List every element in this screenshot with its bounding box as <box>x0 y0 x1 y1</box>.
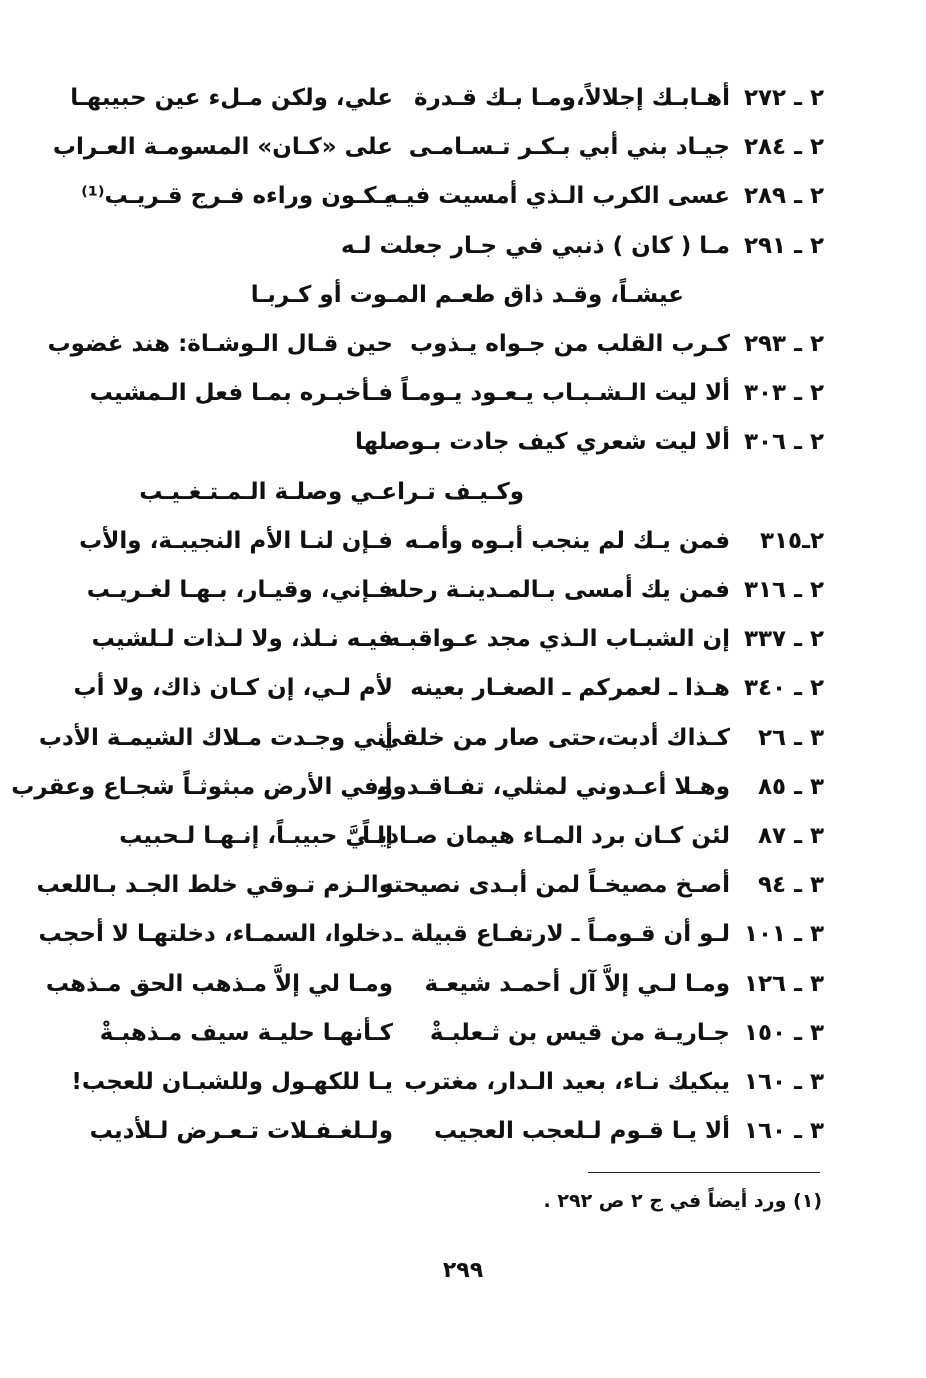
verse-reference-number: ٣ ـ ١٢٦ <box>743 971 824 997</box>
verse-row <box>68 521 824 561</box>
verse-second-hemistich: ولـلغـفـلات تـعـرض لـلأديب <box>89 1118 393 1144</box>
verse-first-hemistich: يبكيك نـاء، بعيد الـدار، مغترب <box>404 1069 730 1095</box>
verse-second-hemistich: ومـا لي إلاَّ مـذهب الحق مـذهب <box>45 971 393 997</box>
verse-reference-number: ٢ ـ ٢٧٢ <box>743 85 824 111</box>
verse-second-hemistich: لأم لـي، إن كـان ذاك، ولا أب <box>73 675 393 701</box>
verse-second-hemistich: إلـيَّ حبيبـاً، إنـهـا لـحبيب <box>119 823 393 849</box>
verse-first-hemistich: ألا يـا قـوم لـلعجب العجيب <box>434 1118 730 1144</box>
verse-reference-number: ٣ ـ ٨٧ <box>757 823 824 849</box>
verse-reference-number: ٢ ـ ٢٩١ <box>743 233 824 259</box>
verse-second-hemistich: فيـه نـلذ، ولا لـذات لـلشيب <box>91 626 393 652</box>
verse-continuation-line <box>68 275 824 315</box>
verse-second-hemistich: حين قـال الـوشـاة: هند غضوب <box>47 331 393 357</box>
verse-row <box>38 914 824 954</box>
verse-second-hemistich: على «كـان» المسومـة العـراب <box>52 134 393 160</box>
verse-first-hemistich: ألا ليت الـشـبـاب يـعـود يـومـاً <box>400 380 730 406</box>
verse-second-hemistich: كـأنهـا حليـة سيف مـذهبـةْ <box>99 1020 393 1046</box>
verse-row <box>52 127 824 167</box>
verse-row <box>68 570 824 610</box>
verse-reference-number: ٢ـ٣١٥ <box>759 528 824 554</box>
verse-first-line: ألا ليت شعري كيف جادت بـوصلها <box>354 429 730 455</box>
verse-reference-number: ٢ ـ ٣٤٠ <box>743 675 824 701</box>
verse-row <box>11 767 824 807</box>
verse-second-hemistich: علي، ولكن مـلء عين حبيبهـا <box>70 85 393 111</box>
verse-second-hemistich: أني وجـدت مـلاك الشيمـة الأدب <box>38 725 393 751</box>
verse-second-hemistich: فـأخبـره بمـا فعل الـمشيب <box>89 380 393 406</box>
verse-first-line: مـا ( كان ) ذنبي في جـار جعلت لـه <box>341 233 730 259</box>
verse-reference-number: ٣ ـ ٨٥ <box>757 774 824 800</box>
verse-reference-number: ٣ ـ ٩٤ <box>757 872 824 898</box>
verse-reference-number: ٣ ـ ٢٦ <box>757 725 824 751</box>
verse-row <box>45 964 824 1004</box>
verse-first-hemistich: فمن يـك لم ينجب أبـوه وأمـه <box>404 528 730 554</box>
verse-second-line: وكـيـف تـراعـي وصلـة الـمـتـغـيـب <box>139 479 524 505</box>
verse-reference-number: ٢ ـ ٣٠٦ <box>743 429 824 455</box>
verse-reference-number: ٢ ـ ٢٩٣ <box>743 331 824 357</box>
verse-first-hemistich: إن الشبـاب الـذي مجد عـواقبـه <box>386 626 730 652</box>
verse-row <box>68 1013 824 1053</box>
verse-first-hemistich: جـاريـة من قيس بن ثـعلبـةْ <box>429 1020 730 1046</box>
verse-first-hemistich: لئن كـان برد المـاء هيمان صـاديـاً <box>362 823 730 849</box>
verse-second-hemistich: يـا للكهـول وللشبـان للعجب! <box>71 1069 393 1095</box>
verse-first-hemistich: فمن يك أمسى بـالمـدينـة رحله <box>384 577 730 603</box>
verse-first-hemistich: عسى الكرب الـذي أمسيت فيـه <box>384 183 730 209</box>
footnote: (١) ورد أيضاً في ج ٢ ص ٢٩٢ . <box>543 1190 822 1212</box>
verse-second-hemistich: دخلوا، السمـاء، دخلتهـا لا أحجب <box>38 921 393 947</box>
verse-row <box>38 718 824 758</box>
verse-row <box>68 1062 824 1102</box>
verse-reference-number: ٣ ـ ١٦٠ <box>743 1118 824 1144</box>
verse-reference-number: ٢ ـ ٣٣٧ <box>743 626 824 652</box>
verse-second-hemistich: فـإن لنـا الأم النجيبـة، والأب <box>79 528 393 554</box>
verse-second-hemistich: وفي الأرض مبثوثـاً شجـاع وعقرب <box>11 774 393 800</box>
verse-reference-number: ٣ ـ ١٥٠ <box>743 1020 824 1046</box>
verse-reference-number: ٢ ـ ٣٠٣ <box>743 380 824 406</box>
verse-second-hemistich: يـكـون وراءه فـرج قـريـب⁽¹⁾ <box>81 183 393 209</box>
footnote-separator <box>588 1172 820 1173</box>
verse-row <box>68 78 824 118</box>
verse-first-hemistich: جيـاد بني أبي بـكـر تـسـامـى <box>408 134 730 160</box>
verse-reference-number: ٣ ـ ١٦٠ <box>743 1069 824 1095</box>
verse-first-hemistich: أهـابـك إجلالاً،ومـا بـك قـدرة <box>413 85 730 111</box>
verse-row <box>68 816 824 856</box>
verse-reference-number: ٢ ـ ٣١٦ <box>743 577 824 603</box>
verse-first-hemistich: ومـا لـي إلاَّ آل أحمـد شيعـة <box>424 971 730 997</box>
verse-continuation-line <box>68 472 824 512</box>
verse-first-hemistich: كـذاك أدبت،حتى صار من خلقي <box>379 725 730 751</box>
verse-reference-number: ٣ ـ ١٠١ <box>743 921 824 947</box>
verse-first-hemistich: كـرب القلب من جـواه يـذوب <box>410 331 730 357</box>
verse-row <box>68 422 824 462</box>
verse-second-line: عيشـاً، وقـد ذاق طعـم المـوت أو كـربـا <box>250 282 684 308</box>
verse-row <box>68 176 824 216</box>
verse-row <box>68 373 824 413</box>
page-number: ٢٩٩ <box>442 1258 484 1283</box>
verse-row <box>36 865 824 905</box>
verse-first-hemistich: لـو أن قـومـاً ـ لارتفـاع قبيلة ـ <box>394 921 730 947</box>
verse-second-hemistich: والـزم تـوقي خلط الجـد بـاللعب <box>36 872 393 898</box>
verse-first-hemistich: أصـخ مصيخـاً لمن أبـدى نصيحته <box>379 872 730 898</box>
verse-second-hemistich: فـإني، وقيـار، بـهـا لغـريـب <box>86 577 393 603</box>
verse-row <box>68 1111 824 1151</box>
verse-first-hemistich: وهـلا أعـدوني لمثلي، تفـاقـدوا، <box>375 774 730 800</box>
verse-row <box>68 668 824 708</box>
verse-row <box>47 324 824 364</box>
verse-reference-number: ٢ ـ ٢٨٩ <box>743 183 824 209</box>
verse-first-hemistich: هـذا ـ لعمركم ـ الصغـار بعينه <box>410 675 730 701</box>
verse-reference-number: ٢ ـ ٢٨٤ <box>743 134 824 160</box>
verse-row <box>68 619 824 659</box>
verse-row <box>68 226 824 266</box>
